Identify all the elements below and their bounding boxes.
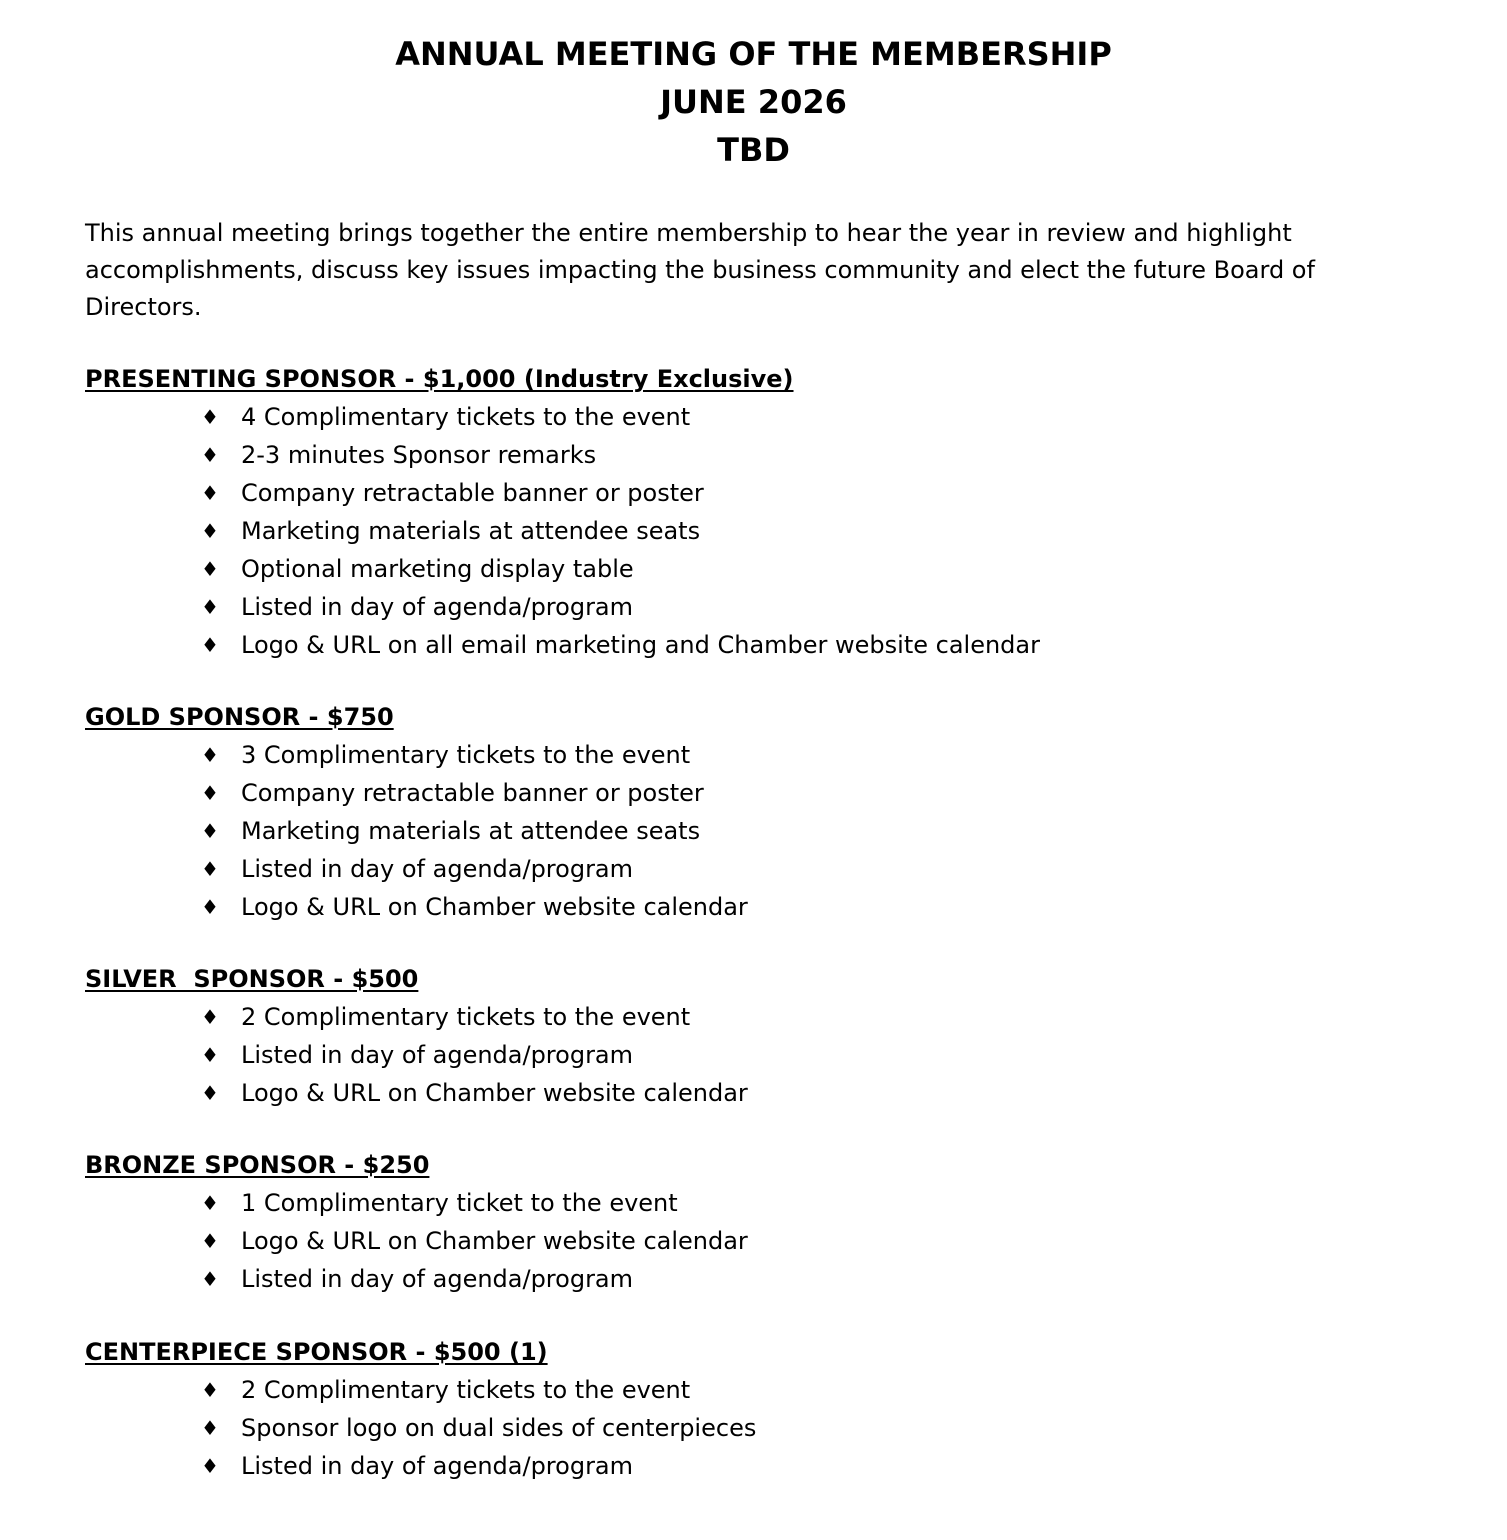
title-line-3: TBD [717, 131, 790, 169]
list-item-text: 4 Complimentary tickets to the event [241, 403, 691, 431]
list-item-text: Company retractable banner or poster [241, 479, 704, 507]
diamond-bullet-icon: ♦ [201, 1005, 219, 1029]
list-item-text: 2 Complimentary tickets to the event [241, 1003, 691, 1031]
diamond-bullet-icon: ♦ [201, 857, 219, 881]
section-heading: GOLD SPONSOR - $750 [85, 703, 394, 731]
list-item [85, 774, 1385, 812]
list-item [85, 1184, 1385, 1222]
diamond-bullet-icon: ♦ [201, 405, 219, 429]
list-item-text: 2 Complimentary tickets to the event [241, 1376, 691, 1404]
diamond-bullet-icon: ♦ [201, 743, 219, 767]
list-item-text: Logo & URL on Chamber website calendar [241, 893, 748, 921]
diamond-bullet-icon: ♦ [201, 1081, 219, 1105]
list-item [85, 736, 1385, 774]
list-item-text: Logo & URL on all email marketing and Chamber website calendar [241, 631, 1040, 659]
diamond-bullet-icon: ♦ [201, 481, 219, 505]
section-heading: SILVER SPONSOR - $500 [85, 965, 419, 993]
list-item [85, 626, 1385, 664]
benefit-list [85, 736, 1385, 926]
list-item-text: Listed in day of agenda/program [241, 1041, 634, 1069]
list-item [85, 1074, 1385, 1112]
list-item [85, 1447, 1385, 1485]
list-item [85, 812, 1385, 850]
list-item [85, 1260, 1385, 1298]
diamond-bullet-icon: ♦ [201, 443, 219, 467]
benefit-list [85, 998, 1385, 1112]
intro-paragraph: This annual meeting brings together the entire membership to hear the year in review and highlight accomplishments, discuss key issues impacting the business community and elect the future Board of Directors. [85, 219, 1315, 321]
list-item-text: Sponsor logo on dual sides of centerpieces [241, 1414, 757, 1442]
list-item [85, 1409, 1385, 1447]
section-heading: CENTERPIECE SPONSOR - $500 (1) [85, 1338, 548, 1366]
list-item-text: Logo & URL on Chamber website calendar [241, 1079, 748, 1107]
benefit-list [85, 1371, 1385, 1485]
diamond-bullet-icon: ♦ [201, 1191, 219, 1215]
list-item [85, 550, 1385, 588]
diamond-bullet-icon: ♦ [201, 557, 219, 581]
diamond-bullet-icon: ♦ [201, 1378, 219, 1402]
list-item-text: 3 Complimentary tickets to the event [241, 741, 691, 769]
diamond-bullet-icon: ♦ [201, 1043, 219, 1067]
section-heading: BRONZE SPONSOR - $250 [85, 1151, 430, 1179]
list-item-text: Marketing materials at attendee seats [241, 817, 701, 845]
list-item-text: Listed in day of agenda/program [241, 855, 634, 883]
list-item-text: Listed in day of agenda/program [241, 1452, 634, 1480]
list-item-text: 1 Complimentary ticket to the event [241, 1189, 678, 1217]
list-item [85, 998, 1385, 1036]
diamond-bullet-icon: ♦ [201, 819, 219, 843]
list-item-text: Optional marketing display table [241, 555, 634, 583]
list-item [85, 1036, 1385, 1074]
diamond-bullet-icon: ♦ [201, 1454, 219, 1478]
section-bronze-sponsor [85, 1146, 1385, 1298]
diamond-bullet-icon: ♦ [201, 1229, 219, 1253]
list-item-text: Company retractable banner or poster [241, 779, 704, 807]
list-item-text: Listed in day of agenda/program [241, 593, 634, 621]
diamond-bullet-icon: ♦ [201, 1267, 219, 1291]
list-item [85, 888, 1385, 926]
list-item [85, 512, 1385, 550]
list-item [85, 588, 1385, 626]
section-gold-sponsor [85, 698, 1385, 926]
list-item-text: Listed in day of agenda/program [241, 1265, 634, 1293]
diamond-bullet-icon: ♦ [201, 595, 219, 619]
list-item-text: 2-3 minutes Sponsor remarks [241, 441, 597, 469]
document-title [0, 30, 1507, 174]
list-item [85, 436, 1385, 474]
list-item-text: Marketing materials at attendee seats [241, 517, 701, 545]
title-line-2: JUNE 2026 [660, 83, 847, 121]
list-item-text: Logo & URL on Chamber website calendar [241, 1227, 748, 1255]
section-silver-sponsor [85, 960, 1385, 1112]
list-item [85, 1222, 1385, 1260]
diamond-bullet-icon: ♦ [201, 519, 219, 543]
diamond-bullet-icon: ♦ [201, 895, 219, 919]
diamond-bullet-icon: ♦ [201, 1416, 219, 1440]
benefit-list [85, 1184, 1385, 1298]
title-line-1: ANNUAL MEETING OF THE MEMBERSHIP [395, 35, 1112, 73]
diamond-bullet-icon: ♦ [201, 781, 219, 805]
list-item [85, 850, 1385, 888]
section-heading: PRESENTING SPONSOR - $1,000 (Industry Exclusive) [85, 365, 794, 393]
benefit-list [85, 398, 1385, 664]
section-presenting-sponsor [85, 360, 1385, 664]
section-centerpiece-sponsor [85, 1333, 1385, 1485]
list-item [85, 1371, 1385, 1409]
diamond-bullet-icon: ♦ [201, 633, 219, 657]
list-item [85, 398, 1385, 436]
list-item [85, 474, 1385, 512]
